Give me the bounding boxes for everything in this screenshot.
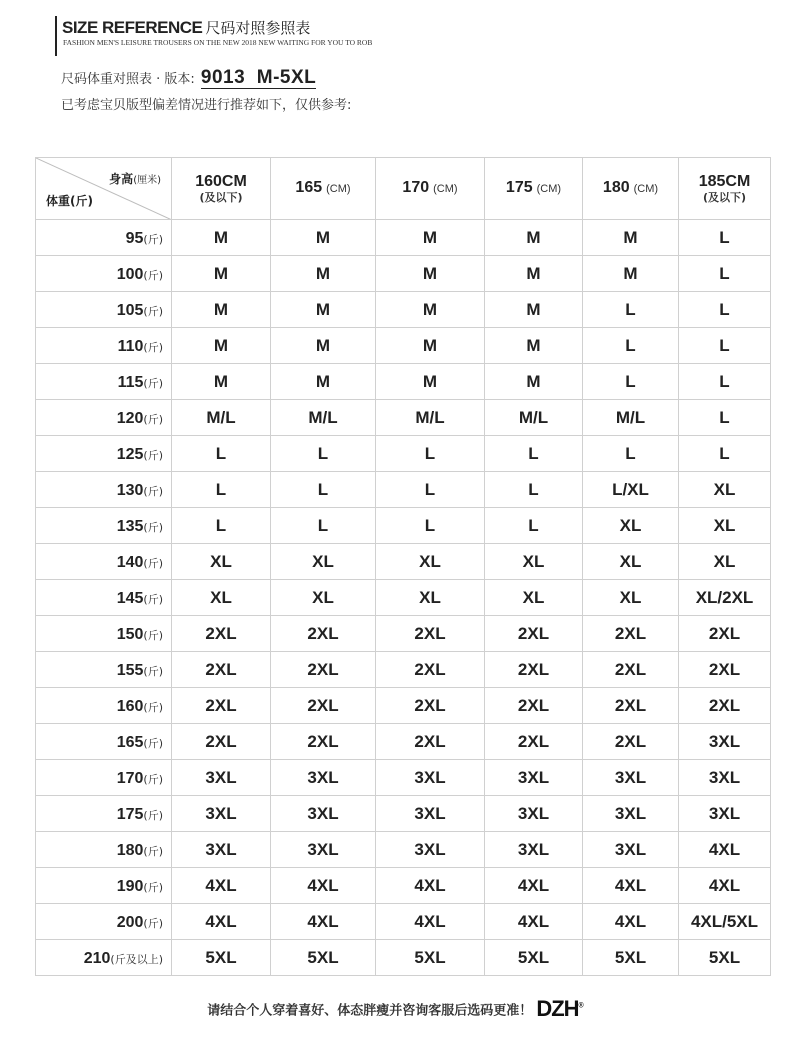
table-row xyxy=(36,904,771,940)
weight-cell xyxy=(36,544,172,580)
weight-unit: (斤) xyxy=(143,232,163,246)
size-cell: L xyxy=(376,436,485,472)
height-column-header xyxy=(583,158,679,220)
weight-cell xyxy=(36,904,172,940)
weight-value: 115 xyxy=(117,373,144,391)
size-cell: M xyxy=(583,256,679,292)
size-cell: 2XL xyxy=(485,724,583,760)
table-row xyxy=(36,400,771,436)
weight-value: 210 xyxy=(83,949,111,967)
size-cell: 2XL xyxy=(172,724,271,760)
size-cell: M xyxy=(271,220,376,256)
weight-unit: (斤) xyxy=(143,340,163,354)
height-value: 165 xyxy=(295,179,323,196)
size-cell: M xyxy=(485,328,583,364)
size-cell: M xyxy=(172,364,271,400)
size-cell: L xyxy=(271,508,376,544)
page-title xyxy=(62,17,310,38)
size-cell: L xyxy=(376,472,485,508)
weight-cell xyxy=(36,292,172,328)
weight-unit: (斤) xyxy=(143,736,163,750)
table-corner-cell xyxy=(36,158,172,220)
size-cell: 3XL xyxy=(172,796,271,832)
size-cell: 2XL xyxy=(583,688,679,724)
size-cell: L xyxy=(172,508,271,544)
size-cell: 3XL xyxy=(485,760,583,796)
size-cell: XL xyxy=(583,544,679,580)
size-cell: 2XL xyxy=(485,616,583,652)
size-cell: XL xyxy=(485,544,583,580)
size-cell: XL xyxy=(485,580,583,616)
weight-unit: (斤) xyxy=(143,664,163,678)
size-cell: M xyxy=(583,220,679,256)
table-row xyxy=(36,328,771,364)
height-value: 175 xyxy=(505,179,533,196)
size-cell: M/L xyxy=(583,400,679,436)
weight-cell xyxy=(36,688,172,724)
weight-value: 160 xyxy=(116,697,144,715)
size-table xyxy=(35,157,771,976)
size-cell: M xyxy=(172,256,271,292)
size-cell: M xyxy=(376,256,485,292)
weight-value: 125 xyxy=(116,445,144,463)
weight-unit: (斤及以上) xyxy=(110,952,163,966)
size-cell: L xyxy=(172,436,271,472)
weight-value: 180 xyxy=(116,841,144,859)
size-cell: 2XL xyxy=(376,652,485,688)
size-cell: 2XL xyxy=(271,652,376,688)
size-cell: L xyxy=(485,436,583,472)
size-cell: L xyxy=(485,472,583,508)
table-row xyxy=(36,724,771,760)
height-column-header xyxy=(271,158,376,220)
size-cell: M xyxy=(172,220,271,256)
size-cell: 4XL xyxy=(172,868,271,904)
size-cell: M xyxy=(485,220,583,256)
size-cell: M/L xyxy=(271,400,376,436)
weight-unit: (斤) xyxy=(143,592,163,606)
table-row xyxy=(36,688,771,724)
size-cell: 3XL xyxy=(376,796,485,832)
size-cell: L xyxy=(679,328,771,364)
weight-value: 130 xyxy=(116,481,144,499)
footer xyxy=(0,996,790,1022)
size-cell: M xyxy=(172,292,271,328)
table-row xyxy=(36,616,771,652)
size-cell: L xyxy=(271,472,376,508)
table-row xyxy=(36,472,771,508)
weight-value: 120 xyxy=(116,409,144,427)
size-cell: 3XL xyxy=(172,832,271,868)
size-cell: 4XL xyxy=(583,868,679,904)
size-cell: 3XL xyxy=(679,796,771,832)
weight-value: 145 xyxy=(116,589,144,607)
size-cell: M xyxy=(485,292,583,328)
size-cell: 5XL xyxy=(583,940,679,976)
size-cell: 2XL xyxy=(271,724,376,760)
size-cell: 2XL xyxy=(376,724,485,760)
size-cell: 2XL xyxy=(583,616,679,652)
size-cell: M xyxy=(271,256,376,292)
size-cell: 2XL xyxy=(376,616,485,652)
weight-cell xyxy=(36,472,172,508)
size-cell: M xyxy=(485,364,583,400)
weight-cell xyxy=(36,652,172,688)
corner-diagonal xyxy=(36,158,172,220)
weight-value: 100 xyxy=(116,265,144,283)
height-axis-label: 身高(厘米) xyxy=(109,172,161,186)
size-cell: 2XL xyxy=(679,652,771,688)
subtitle: FASHION MEN'S LEISURE TROUSERS ON THE NEW 2018 NEW WAITING FOR YOU TO ROB xyxy=(63,38,373,47)
size-cell: L xyxy=(679,364,771,400)
title-chinese: 尺码对照参照表 xyxy=(205,19,311,37)
height-value: 160CM xyxy=(195,173,247,190)
size-cell: 3XL xyxy=(583,760,679,796)
table-row xyxy=(36,580,771,616)
table-row xyxy=(36,292,771,328)
size-cell: L xyxy=(583,328,679,364)
size-cell: 5XL xyxy=(376,940,485,976)
size-cell: 2XL xyxy=(172,652,271,688)
size-cell: XL xyxy=(679,472,771,508)
weight-cell xyxy=(36,508,172,544)
size-cell: 4XL xyxy=(172,904,271,940)
size-cell: XL xyxy=(271,544,376,580)
size-cell: 3XL xyxy=(485,832,583,868)
weight-value: 170 xyxy=(116,769,144,787)
weight-value: 110 xyxy=(117,337,144,355)
size-cell: 3XL xyxy=(583,796,679,832)
height-qualifier: (及以下) xyxy=(702,191,747,204)
size-cell: 4XL xyxy=(583,904,679,940)
size-cell: 2XL xyxy=(485,688,583,724)
size-cell: L xyxy=(271,436,376,472)
height-unit: (CM) xyxy=(536,183,562,195)
size-cell: 4XL xyxy=(679,868,771,904)
weight-cell xyxy=(36,940,172,976)
weight-cell xyxy=(36,868,172,904)
size-cell: 3XL xyxy=(679,724,771,760)
size-cell: M xyxy=(271,328,376,364)
title-accent-bar xyxy=(55,16,57,56)
size-cell: 2XL xyxy=(583,724,679,760)
size-cell: L xyxy=(172,472,271,508)
height-value: 170 xyxy=(402,179,430,196)
weight-cell xyxy=(36,256,172,292)
size-cell: 4XL xyxy=(485,904,583,940)
size-cell: 5XL xyxy=(172,940,271,976)
size-cell: L xyxy=(485,508,583,544)
size-cell: 4XL xyxy=(485,868,583,904)
weight-unit: (斤) xyxy=(143,556,163,570)
weight-cell xyxy=(36,400,172,436)
version-label: 尺码体重对照表 · 版本: xyxy=(61,72,195,87)
size-cell: 2XL xyxy=(583,652,679,688)
weight-cell xyxy=(36,364,172,400)
size-cell: M/L xyxy=(376,400,485,436)
table-row xyxy=(36,940,771,976)
size-cell: 3XL xyxy=(583,832,679,868)
height-column-header xyxy=(376,158,485,220)
weight-value: 155 xyxy=(116,661,144,679)
size-cell: L xyxy=(679,292,771,328)
size-cell: M xyxy=(376,220,485,256)
weight-cell xyxy=(36,220,172,256)
registered-mark: ® xyxy=(578,1002,583,1010)
table-row xyxy=(36,544,771,580)
weight-unit: (斤) xyxy=(143,484,163,498)
weight-value: 175 xyxy=(116,805,144,823)
weight-unit: (斤) xyxy=(143,916,163,930)
size-cell: 4XL xyxy=(376,904,485,940)
table-row xyxy=(36,436,771,472)
height-qualifier: (及以下) xyxy=(199,191,243,204)
table-row xyxy=(36,508,771,544)
size-cell: L/XL xyxy=(583,472,679,508)
size-cell: 4XL xyxy=(679,832,771,868)
size-cell: M xyxy=(376,328,485,364)
size-cell: XL xyxy=(172,544,271,580)
version-value: 9013 M-5XL xyxy=(200,67,317,88)
height-unit: (CM) xyxy=(326,183,351,195)
weight-value: 95 xyxy=(125,229,144,247)
size-cell: 2XL xyxy=(172,616,271,652)
size-cell: XL xyxy=(271,580,376,616)
weight-cell xyxy=(36,436,172,472)
size-cell: 2XL xyxy=(679,688,771,724)
size-cell: 3XL xyxy=(172,760,271,796)
size-cell: 2XL xyxy=(485,652,583,688)
weight-value: 135 xyxy=(116,517,144,535)
weight-unit: (斤) xyxy=(143,772,163,786)
table-row xyxy=(36,760,771,796)
table-row xyxy=(36,868,771,904)
table-row xyxy=(36,256,771,292)
version-line xyxy=(61,67,316,89)
size-cell: 4XL xyxy=(271,904,376,940)
weight-value: 105 xyxy=(116,301,144,319)
size-cell: L xyxy=(376,508,485,544)
table-row xyxy=(36,220,771,256)
table-header-row xyxy=(36,158,771,220)
size-cell: 5XL xyxy=(271,940,376,976)
weight-unit: (斤) xyxy=(143,520,163,534)
size-cell: XL xyxy=(376,544,485,580)
size-cell: L xyxy=(679,436,771,472)
weight-unit: (斤) xyxy=(143,268,163,282)
footer-advice: 请结合个人穿着喜好、体态胖瘦并咨询客服后选码更准！ xyxy=(207,1003,533,1019)
height-value: 180 xyxy=(602,179,630,196)
height-column-header xyxy=(485,158,583,220)
size-cell: L xyxy=(583,364,679,400)
size-cell: 3XL xyxy=(271,796,376,832)
size-cell: M xyxy=(376,292,485,328)
weight-value: 200 xyxy=(116,913,144,931)
weight-cell xyxy=(36,832,172,868)
size-cell: M xyxy=(376,364,485,400)
weight-cell xyxy=(36,724,172,760)
size-cell: M/L xyxy=(172,400,271,436)
size-cell: 3XL xyxy=(271,760,376,796)
size-cell: XL xyxy=(583,580,679,616)
height-column-header xyxy=(172,158,271,220)
height-unit: (CM) xyxy=(433,183,458,195)
table-row xyxy=(36,796,771,832)
size-cell: M xyxy=(271,364,376,400)
size-cell: 5XL xyxy=(485,940,583,976)
weight-unit: (斤) xyxy=(143,700,163,714)
size-cell: 3XL xyxy=(271,832,376,868)
weight-cell xyxy=(36,796,172,832)
size-cell: XL xyxy=(679,544,771,580)
table-row xyxy=(36,364,771,400)
size-cell: XL/2XL xyxy=(679,580,771,616)
size-cell: M xyxy=(485,256,583,292)
size-cell: L xyxy=(679,256,771,292)
weight-unit: (斤) xyxy=(143,376,163,390)
weight-unit: (斤) xyxy=(143,412,163,426)
size-cell: XL xyxy=(583,508,679,544)
size-cell: 2XL xyxy=(271,688,376,724)
weight-unit: (斤) xyxy=(143,628,163,642)
weight-unit: (斤) xyxy=(143,304,163,318)
weight-cell xyxy=(36,616,172,652)
weight-cell xyxy=(36,760,172,796)
table-body xyxy=(36,220,771,976)
size-cell: 2XL xyxy=(172,688,271,724)
size-cell: L xyxy=(679,220,771,256)
size-cell: 2XL xyxy=(376,688,485,724)
weight-value: 140 xyxy=(116,553,144,571)
size-cell: 2XL xyxy=(271,616,376,652)
size-cell: 3XL xyxy=(485,796,583,832)
size-cell: M xyxy=(271,292,376,328)
brand-logo: DZH® xyxy=(536,996,583,1021)
size-cell: L xyxy=(679,400,771,436)
size-cell: 2XL xyxy=(679,616,771,652)
weight-value: 190 xyxy=(116,877,144,895)
weight-unit: (斤) xyxy=(143,448,163,462)
weight-cell xyxy=(36,580,172,616)
weight-value: 150 xyxy=(116,625,144,643)
table-row xyxy=(36,832,771,868)
weight-value: 165 xyxy=(116,733,144,751)
size-cell: XL xyxy=(376,580,485,616)
height-value: 185CM xyxy=(698,173,751,190)
recommendation-note: 已考虑宝贝版型偏差情况进行推荐如下，仅供参考: xyxy=(61,98,352,113)
size-cell: 3XL xyxy=(376,832,485,868)
size-cell: M/L xyxy=(485,400,583,436)
size-cell: 3XL xyxy=(376,760,485,796)
size-cell: 5XL xyxy=(679,940,771,976)
size-cell: 4XL xyxy=(271,868,376,904)
size-cell: L xyxy=(583,436,679,472)
title-english: SIZE REFERENCE xyxy=(62,18,203,37)
size-cell: M xyxy=(172,328,271,364)
weight-cell xyxy=(36,328,172,364)
size-cell: L xyxy=(583,292,679,328)
size-cell: 3XL xyxy=(679,760,771,796)
size-cell: XL xyxy=(679,508,771,544)
size-cell: XL xyxy=(172,580,271,616)
height-column-header xyxy=(679,158,771,220)
weight-unit: (斤) xyxy=(143,808,163,822)
size-cell: 4XL xyxy=(376,868,485,904)
size-cell: 4XL/5XL xyxy=(679,904,771,940)
weight-unit: (斤) xyxy=(143,880,163,894)
weight-axis-label: 体重(斤) xyxy=(46,194,93,208)
table-row xyxy=(36,652,771,688)
height-unit: (CM) xyxy=(633,183,659,195)
weight-unit: (斤) xyxy=(143,844,163,858)
